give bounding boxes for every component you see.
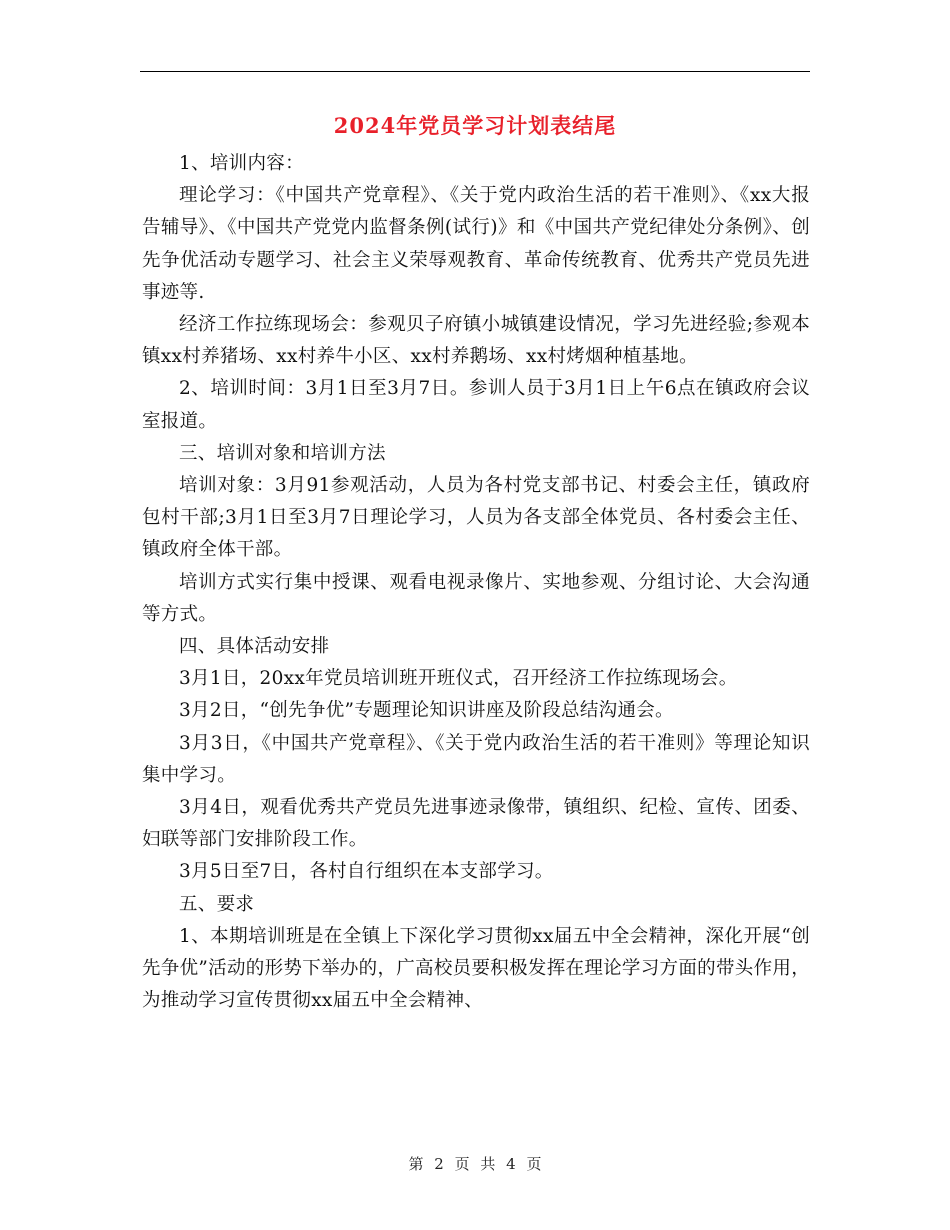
paragraph-theory-study: 理论学习：《中国共产党章程》、《关于党内政治生活的若干准则》、《xx大报告辅导》、《中国共产党党内监督条例(试行)》和《中国共产党纪律处分条例》、创先争优活动专题学习、社会主义荣辱观教育、革命传统教育、优秀共产党员先进事迹等. bbox=[142, 185, 810, 303]
paragraph-economic-field-meeting: 经济工作拉练现场会：参观贝子府镇小城镇建设情况，学习先进经验;参观本镇xx村养猪场、xx村养牛小区、xx村养鹅场、xx村烤烟种植基地。 bbox=[142, 314, 810, 368]
paragraph-requirement-1: 1、本期培训班是在全镇上下深化学习贯彻xx届五中全会精神，深化开展“创先争优”活动的形势下举办的，广高校员要积极发挥在理论学习方面的带头作用，为推动学习宣传贯彻xx届五中全会精神、 bbox=[142, 925, 810, 1012]
section-heading-requirements: 五、要求 bbox=[179, 893, 255, 915]
page-indicator: 第 2 页 共 4 页 bbox=[408, 1155, 542, 1173]
document-body bbox=[142, 148, 810, 1017]
header-rule bbox=[140, 71, 810, 72]
section-heading-activity-schedule: 四、具体活动安排 bbox=[179, 636, 330, 658]
schedule-item-march-5-7: 3月5日至7日，各村自行组织在本支部学习。 bbox=[179, 861, 554, 883]
section-heading-target-and-method: 三、培训对象和培训方法 bbox=[179, 442, 386, 464]
schedule-item-march-1: 3月1日，20xx年党员培训班开班仪式，召开经济工作拉练现场会。 bbox=[179, 668, 738, 690]
schedule-item-march-3: 3月3日，《中国共产党章程》、《关于党内政治生活的若干准则》等理论知识集中学习。 bbox=[142, 732, 810, 786]
schedule-item-march-4: 3月4日，观看优秀共产党员先进事迹录像带，镇组织、纪检、宣传、团委、妇联等部门安排阶段工作。 bbox=[142, 797, 810, 851]
paragraph-training-target: 培训对象：3月91参观活动，人员为各村党支部书记、村委会主任，镇政府包村干部;3月1日至3月7日理论学习，人员为各支部全体党员、各村委会主任、镇政府全体干部。 bbox=[142, 475, 810, 561]
schedule-item-march-2: 3月2日，“创先争优”专题理论知识讲座及阶段总结沟通会。 bbox=[179, 700, 674, 722]
paragraph-training-method: 培训方式实行集中授课、观看电视录像片、实地参观、分组讨论、大会沟通等方式。 bbox=[142, 571, 810, 625]
paragraph-training-content-heading: 1、培训内容： bbox=[179, 153, 304, 174]
document-title: 2024年党员学习计划表结尾 bbox=[333, 113, 617, 138]
paragraph-training-time: 2、培训时间：3月1日至3月7日。参训人员于3月1日上午6点在镇政府会议室报道。 bbox=[142, 378, 810, 432]
